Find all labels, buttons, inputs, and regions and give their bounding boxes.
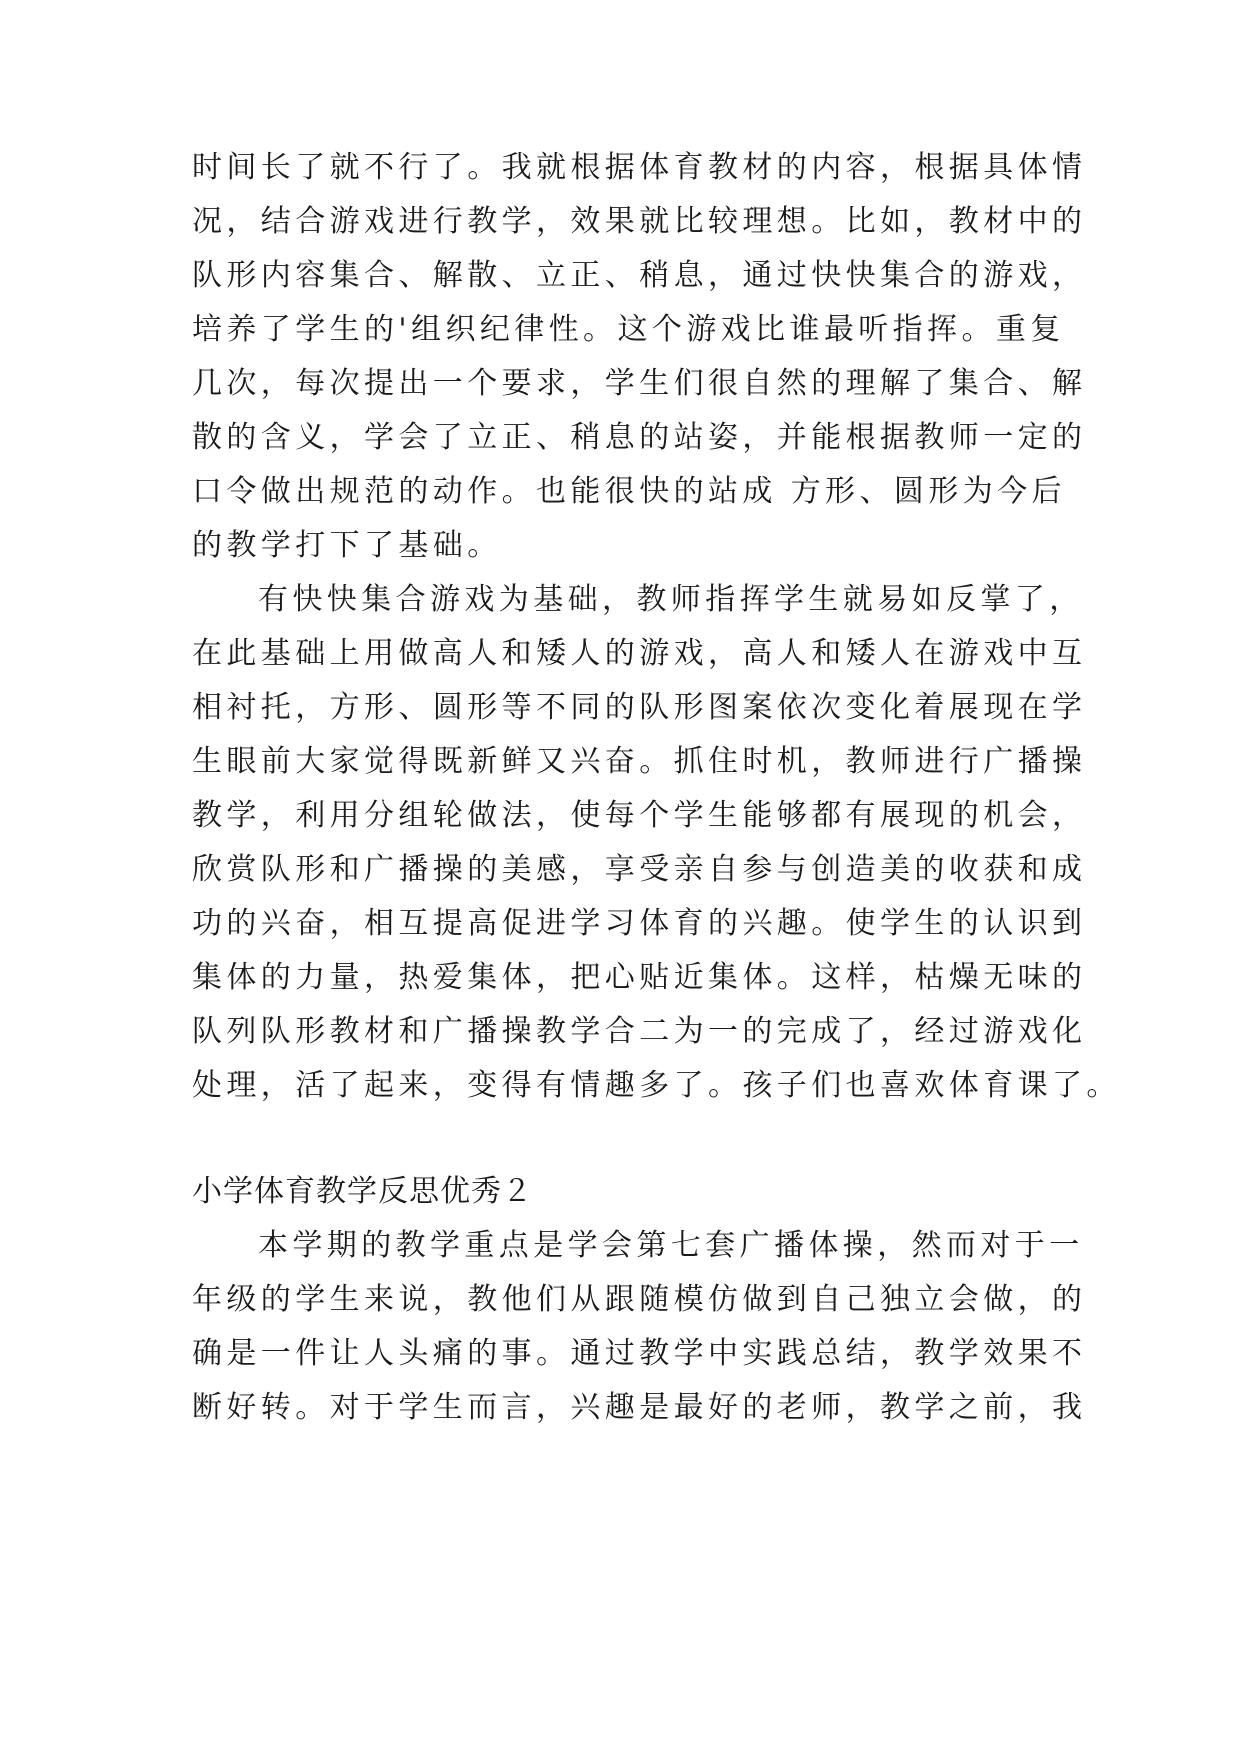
paragraph-line: 教学，利用分组轮做法，使每个学生能够都有展现的机会， [192,798,1087,833]
paragraph-line: 散的含义，学会了立正、稍息的站姿，并能根据教师一定的 [192,420,1087,455]
paragraph-line: 的教学打下了基础。 [192,528,502,563]
paragraph-line: 况，结合游戏进行教学，效果就比较理想。比如，教材中的 [192,204,1087,239]
paragraph-line: 相衬托，方形、圆形等不同的队形图案依次变化着展现在学 [192,690,1087,725]
paragraph-line: 培养了学生的'组织纪律性。这个游戏比谁最听指挥。重复 [192,312,1065,347]
paragraph-line: 有快快集合游戏为基础，教师指挥学生就易如反掌了， [258,582,1084,617]
paragraph-line: 确是一件让人头痛的事。通过教学中实践总结，教学效果不 [192,1336,1087,1371]
paragraph-line: 功的兴奋，相互提高促进学习体育的兴趣。使学生的认识到 [192,906,1087,941]
paragraph-line: 队列队形教材和广播操教学合二为一的完成了，经过游戏化 [192,1014,1087,1049]
paragraph-line: 口令做出规范的动作。也能很快的站成 方形、圆形为今后 [192,474,1066,509]
section-heading: 小学体育教学反思优秀２ [192,1174,533,1209]
paragraph-line: 几次，每次提出一个要求，学生们很自然的理解了集合、解 [192,366,1087,401]
paragraph-line: 集体的力量，热爱集体，把心贴近集体。这样，枯燥无味的 [192,960,1087,995]
paragraph-line: 断好转。对于学生而言，兴趣是最好的老师，教学之前，我 [192,1390,1087,1425]
paragraph-line: 本学期的教学重点是学会第七套广播体操，然而对于一 [258,1228,1084,1263]
paragraph-line: 生眼前大家觉得既新鲜又兴奋。抓住时机，教师进行广播操 [192,744,1087,779]
paragraph-line: 处理，活了起来，变得有情趣多了。孩子们也喜欢体育课了。 [192,1068,1121,1103]
paragraph-line: 队形内容集合、解散、立正、稍息，通过快快集合的游戏， [192,258,1087,293]
paragraph-line: 欣赏队形和广播操的美感，享受亲自参与创造美的收获和成 [192,852,1087,887]
paragraph-line: 年级的学生来说，教他们从跟随模仿做到自己独立会做，的 [192,1282,1087,1317]
paragraph-line: 时间长了就不行了。我就根据体育教材的内容，根据具体情 [192,150,1087,185]
paragraph-line: 在此基础上用做高人和矮人的游戏，高人和矮人在游戏中互 [192,636,1087,671]
